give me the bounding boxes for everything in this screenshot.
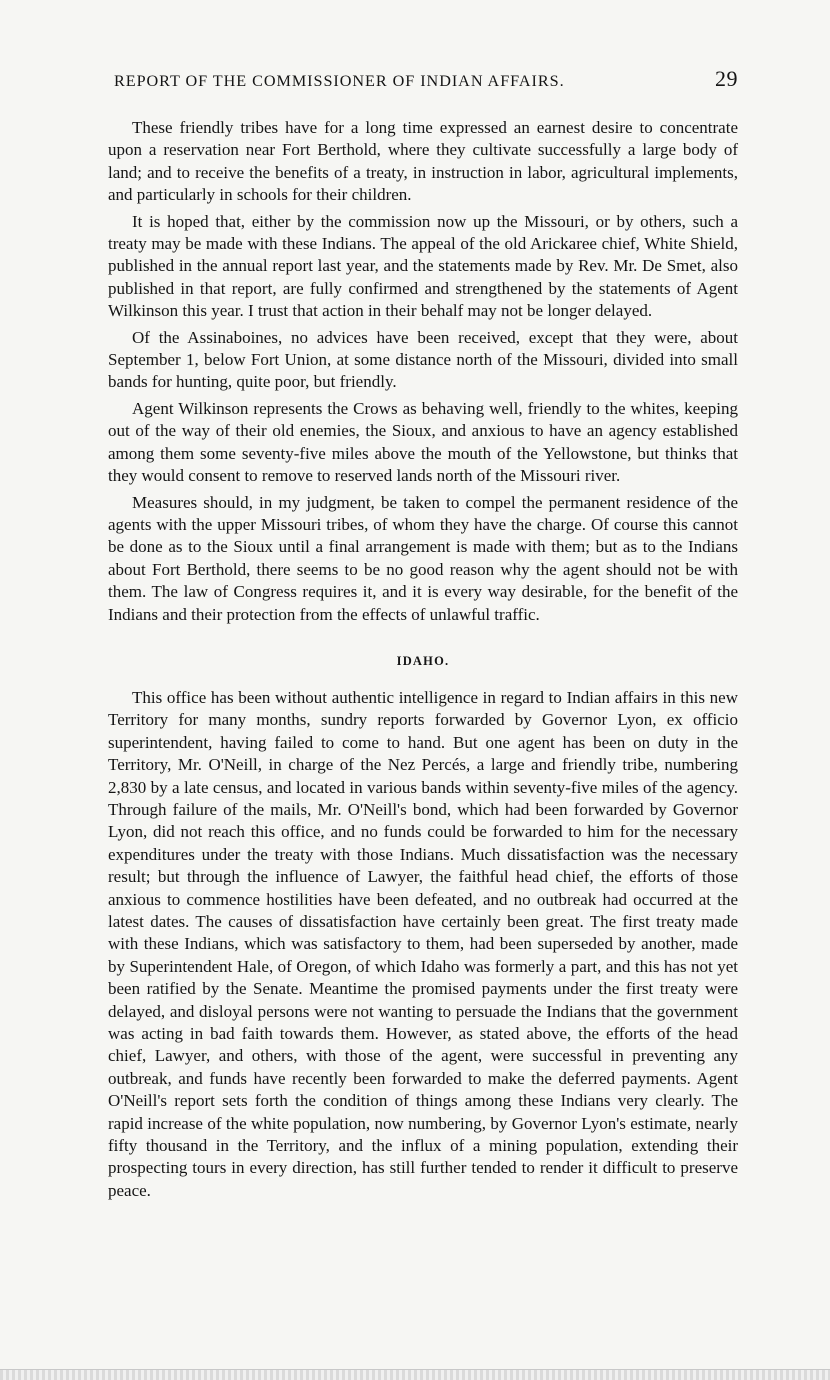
paragraph-fort-berthold-tribes: These friendly tribes have for a long time expressed an earnest desire to concentrate upon a reservation near Fort Berthold, where they cultivate successfully a large body of land; and to receive the benefits of a treaty, in instruction in labor, agricultural implements, and particularly in schools for their children. <box>108 118 738 205</box>
paragraph-crows: Agent Wilkinson represents the Crows as behaving well, friendly to the whites, keeping out of the way of their old enemies, the Sioux, and anxious to have an agency established among them some seventy-five miles above the mouth of the Yellowstone, but thinks that they would consent to remove to reserved lands north of the Missouri river. <box>108 398 738 486</box>
paragraph-idaho-affairs: This office has been without authentic intelligence in regard to Indian affairs in this new Territory for many months, sundry reports forwarded by Governor Lyon, ex officio superintendent, having failed to come to hand. But one agent has been on duty in the Territory, Mr. O'Neill, in charge of the Nez Percés, a large and friendly tribe, numbering 2,830 by a late census, and located in various bands within seventy-five miles of the agency. Through failure of the mails, Mr. O'Neill's bond, which had been forwarded by Governor Lyon, did not reach this office, and no funds could be forwarded to him for the necessary expenditures under the treaty with those Indians. Much dissatisfaction was the necessary result; but through the influence of Lawyer, the faithful head chief, the efforts of those anxious to commence hostilities have been defeated, and no outbreak had occurred at the latest dates. The causes of dissatisfaction have certainly been great. The first treaty made with these Indians, which was satisfactory to them, had been superseded by another, made by Superintendent Hale, of Oregon, of which Idaho was formerly a part, and this has not yet been ratified by the Senate. Meantime the promised payments under the first treaty were delayed, and disloyal persons were not wanting to persuade the Indians that the government was acting in bad faith towards them. However, as stated above, the efforts of the head chief, Lawyer, and others, with those of the agent, were successful in preventing any outbreak, and funds have recently been forwarded to make the deferred payments. Agent O'Neill's report sets forth the condition of things among these Indians very clearly. The rapid increase of the white population, now numbering, by Governor Lyon's estimate, nearly fifty thousand in the Territory, and the influx of a mining population, extending their prospecting tours in every direction, has still further tended to render it difficult to preserve peace. <box>108 687 738 1200</box>
body-text <box>108 117 738 1202</box>
page-number: 29 <box>715 66 738 91</box>
running-header <box>114 66 738 92</box>
header-title: REPORT OF THE COMMISSIONER OF INDIAN AFFAIRS. <box>114 72 565 90</box>
paragraph-treaty-hope: It is hoped that, either by the commission now up the Missouri, or by others, such a treaty may be made with these Indians. The appeal of the old Arickaree chief, White Shield, published in the annual report last year, and the statements made by Rev. Mr. De Smet, also published in that report, are fully confirmed and strengthened by the statements of Agent Wilkinson this year. I trust that action in their behalf may not be longer delayed. <box>108 211 738 321</box>
section-heading-idaho: IDAHO. <box>396 653 450 668</box>
paragraph-assinaboines: Of the Assinaboines, no advices have been received, except that they were, about September 1, below Fort Union, at some distance north of the Missouri, divided into small bands for hunting, quite poor, but friendly. <box>108 327 738 392</box>
paragraph-agent-residence: Measures should, in my judgment, be taken to compel the permanent residence of the agents with the upper Missouri tribes, of whom they have the charge. Of course this cannot be done as to the Sioux until a final arrangement is made with them; but as to the Indians about Fort Berthold, there seems to be no good reason why the agent should not be with them. The law of Congress requires it, and it is every way desirable, for the benefit of the Indians and their protection from the effects of unlawful traffic. <box>108 492 738 624</box>
scan-bottom-edge <box>0 1369 830 1380</box>
